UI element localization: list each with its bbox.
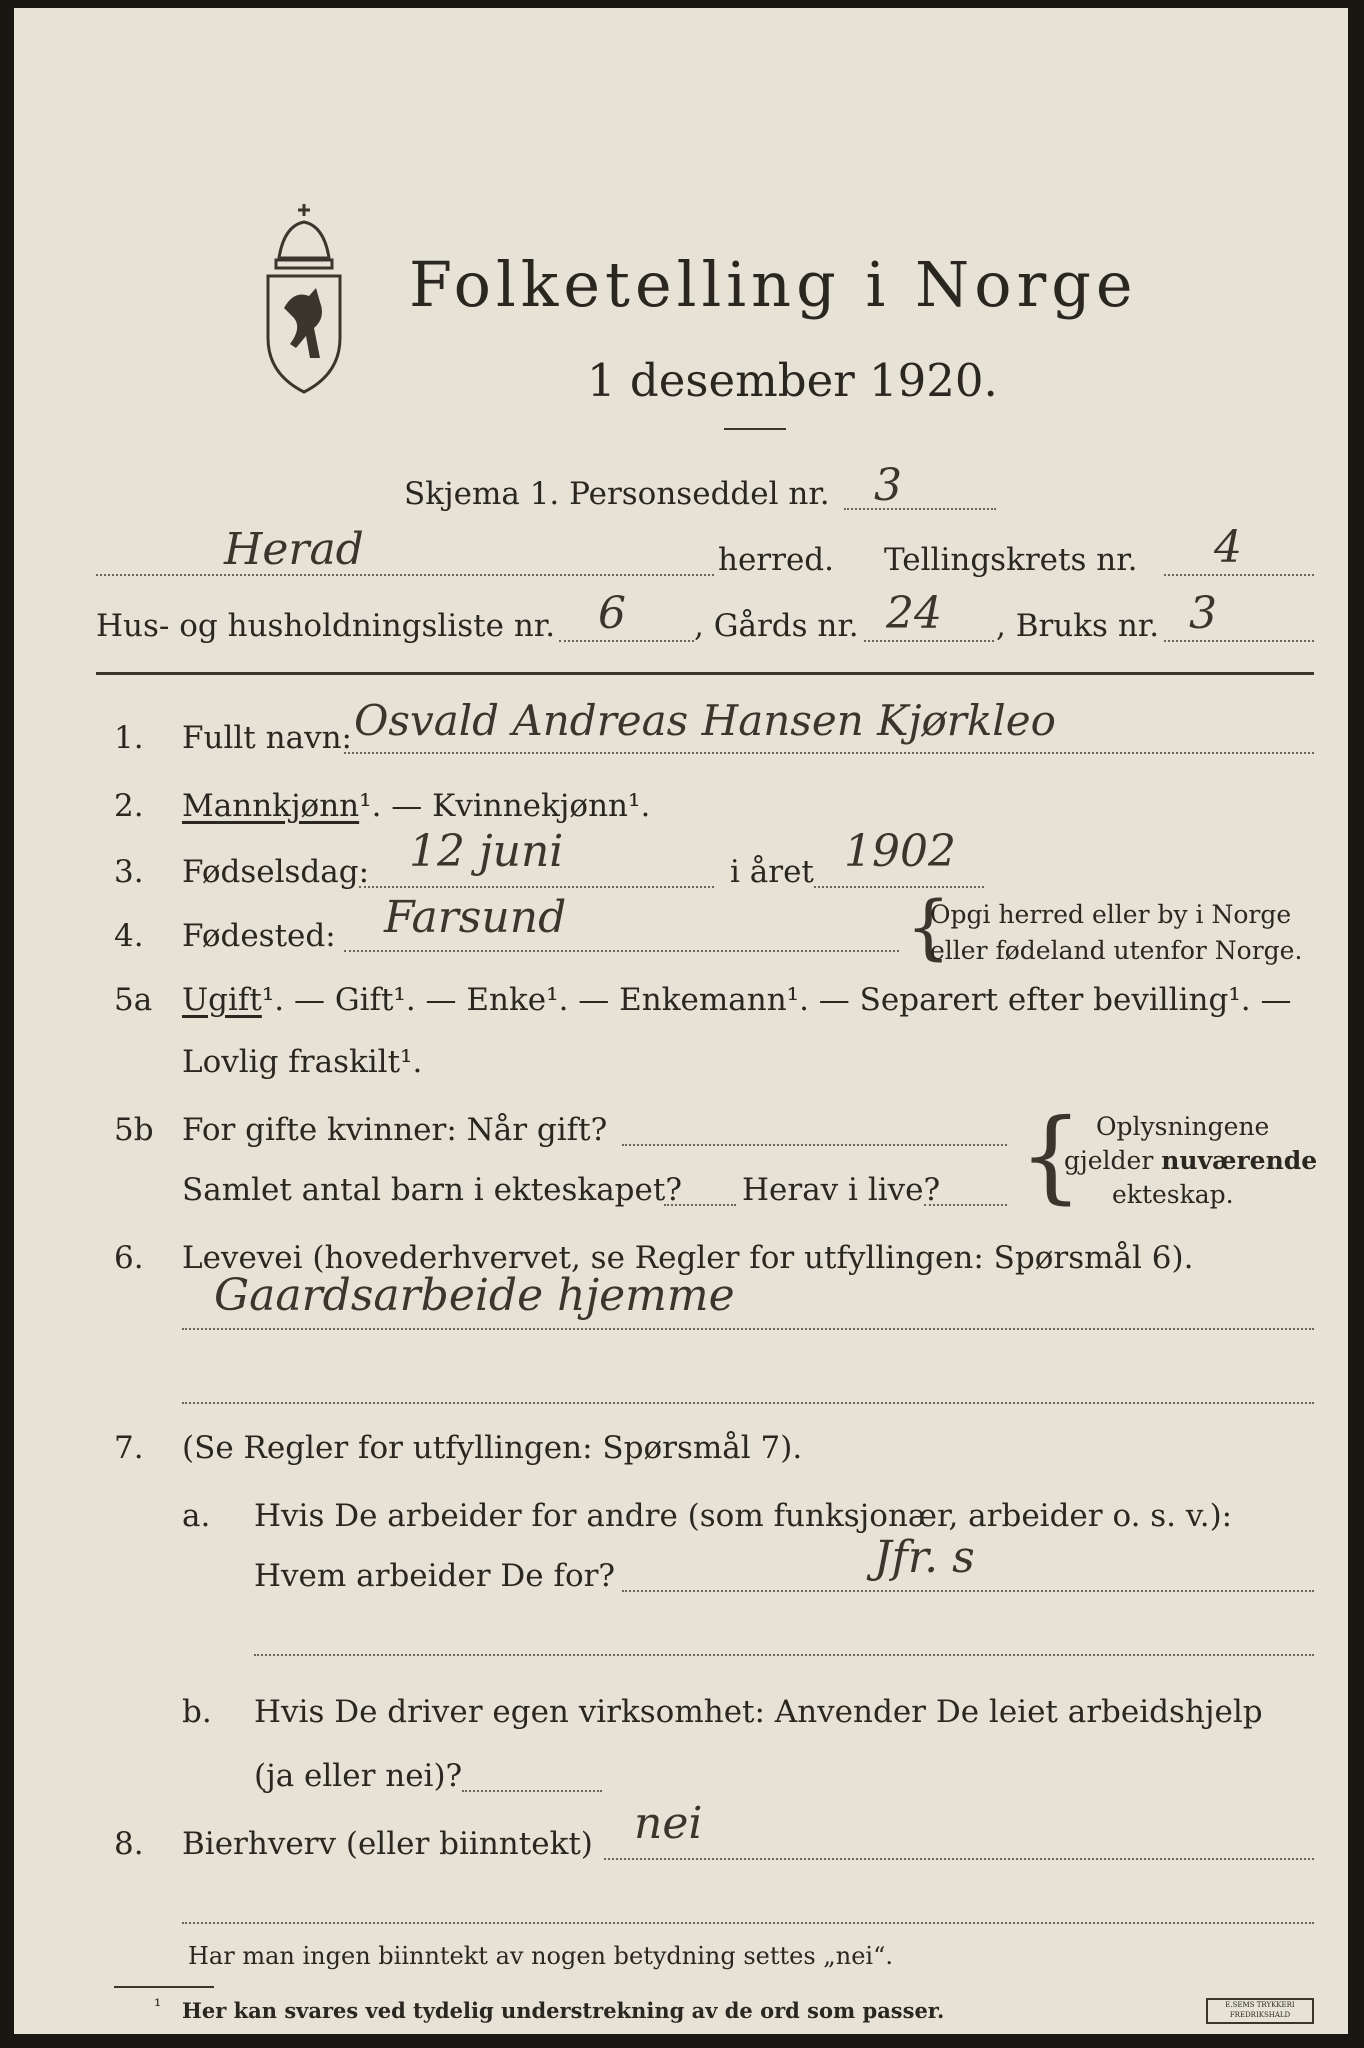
year-label: i året xyxy=(730,854,814,890)
q5b-note-line1: Oplysningene xyxy=(1096,1112,1270,1141)
hired-help-field[interactable] xyxy=(462,1790,602,1792)
birthday-field[interactable] xyxy=(359,886,714,888)
q7a-text: Hvis De arbeider for andre (som funksjonær, arbeider o. s. v.): xyxy=(254,1498,1233,1534)
q4-note-line1: Opgi herred eller by i Norge xyxy=(930,900,1292,929)
q7b-text: Hvis De driver egen virksomhet: Anvender De leiet arbeidshjelp xyxy=(254,1694,1263,1730)
side-income-value: nei xyxy=(634,1798,703,1849)
employer-field[interactable] xyxy=(622,1590,1314,1592)
side-income-field[interactable] xyxy=(604,1858,1314,1860)
birth-year-field[interactable] xyxy=(814,886,984,888)
ugift-option[interactable]: Ugift xyxy=(182,982,262,1018)
q5b-note-line3: ekteskap. xyxy=(1112,1180,1234,1209)
q1-number: 1. xyxy=(114,720,144,756)
q5b-note-current: nuværende xyxy=(1161,1146,1318,1175)
census-date: 1 desember 1920. xyxy=(587,354,998,407)
q2-number: 2. xyxy=(114,788,144,824)
q4-number: 4. xyxy=(114,918,144,954)
personseddel-value: 3 xyxy=(874,460,902,511)
mannkjonn-option[interactable]: Mannkjønn xyxy=(182,788,360,824)
occupation-value: Gaardsarbeide hjemme xyxy=(214,1270,735,1321)
q2-separator: ¹. — xyxy=(359,788,433,824)
q5b-married-label: For gifte kvinner: Når gift? xyxy=(182,1112,608,1148)
q3-number: 3. xyxy=(114,854,144,890)
birthplace-field[interactable] xyxy=(344,950,899,952)
q3-label: Fødselsdag: xyxy=(182,854,370,890)
page-title: Folketelling i Norge xyxy=(409,248,1138,321)
tellingskrets-field[interactable] xyxy=(1164,574,1314,576)
q4-brace: { xyxy=(906,886,951,968)
census-form-sheet xyxy=(14,8,1348,2034)
q8-label: Bierhverv (eller biinntekt) xyxy=(182,1826,593,1862)
q6-label: Levevei (hovederhvervet, se Regler for utfyllingen: Spørsmål 6). xyxy=(182,1240,1194,1276)
side-income-field-line2[interactable] xyxy=(182,1922,1314,1924)
husholdning-field[interactable] xyxy=(559,640,694,642)
husholdning-label: Hus- og husholdningsliste nr. xyxy=(96,608,556,644)
gards-label: , Gårds nr. xyxy=(694,608,859,644)
lovlig-fraskilt-option[interactable]: Lovlig fraskilt¹. xyxy=(182,1044,423,1080)
q5b-note-gjelder: gjelder xyxy=(1064,1146,1162,1175)
q2-line xyxy=(182,788,650,824)
q1-label: Fullt navn: xyxy=(182,720,352,756)
q7b-question: (ja eller nei)? xyxy=(254,1758,463,1794)
q7a-letter: a. xyxy=(182,1498,211,1534)
bruks-value: 3 xyxy=(1189,588,1217,639)
husholdning-value: 6 xyxy=(598,588,626,639)
q7a-question: Hvem arbeider De for? xyxy=(254,1558,616,1594)
printer-stamp: E.SEMS TRYKKERI FREDRIKSHALD xyxy=(1206,1998,1314,2024)
herred-value: Herad xyxy=(224,524,364,575)
bruks-field[interactable] xyxy=(1164,640,1314,642)
occupation-field-line2[interactable] xyxy=(182,1402,1314,1404)
q7-number: 7. xyxy=(114,1430,144,1466)
personseddel-field[interactable] xyxy=(844,508,996,510)
q5b-alive-label: Herav i live? xyxy=(742,1172,941,1208)
q5b-children-label: Samlet antal barn i ekteskapet? xyxy=(182,1172,682,1208)
bruks-label: , Bruks nr. xyxy=(996,608,1160,644)
q5b-number: 5b xyxy=(114,1112,154,1148)
kvinnekjonn-option[interactable]: Kvinnekjønn¹. xyxy=(432,788,651,824)
herred-label: herred. xyxy=(718,542,834,578)
gards-field[interactable] xyxy=(864,640,994,642)
q4-label: Fødested: xyxy=(182,918,336,954)
title-divider xyxy=(724,428,786,430)
header-divider xyxy=(96,672,1314,675)
marital-options[interactable]: ¹. — Gift¹. — Enke¹. — Enkemann¹. — Separert efter bevilling¹. — xyxy=(261,982,1292,1018)
footnote-mark: ¹ xyxy=(154,1996,162,2017)
occupation-field[interactable] xyxy=(182,1328,1314,1330)
q7b-letter: b. xyxy=(182,1694,212,1730)
gards-value: 24 xyxy=(886,588,942,639)
herred-field[interactable] xyxy=(96,574,714,576)
q5b-brace: { xyxy=(1019,1097,1083,1214)
q5a-number: 5a xyxy=(114,982,153,1018)
employer-field-line2[interactable] xyxy=(254,1654,1314,1656)
footnote-text: Her kan svares ved tydelig understrekning av de ord som passer. xyxy=(182,1998,945,2023)
full-name-value: Osvald Andreas Hansen Kjørkleo xyxy=(354,696,1056,745)
children-count-field[interactable] xyxy=(664,1204,736,1206)
q5a-line xyxy=(182,982,1291,1018)
norway-coat-of-arms-icon xyxy=(254,198,354,398)
birthday-value: 12 juni xyxy=(409,826,564,877)
full-name-field[interactable] xyxy=(344,752,1314,754)
footnote-divider xyxy=(114,1986,214,1988)
q5b-note-line2 xyxy=(1064,1146,1317,1175)
tellingskrets-label: Tellingskrets nr. xyxy=(884,542,1138,578)
footer-note: Har man ingen biinntekt av nogen betydning settes „nei“. xyxy=(188,1942,893,1970)
tellingskrets-value: 4 xyxy=(1214,522,1242,573)
children-alive-field[interactable] xyxy=(924,1204,1007,1206)
q8-number: 8. xyxy=(114,1826,144,1862)
q7-label: (Se Regler for utfyllingen: Spørsmål 7). xyxy=(182,1430,803,1466)
q6-number: 6. xyxy=(114,1240,144,1276)
skjema-label: Skjema 1. Personseddel nr. xyxy=(404,476,830,512)
birth-year-value: 1902 xyxy=(844,826,956,877)
married-when-field[interactable] xyxy=(622,1144,1007,1146)
employer-value: Jfr. s xyxy=(874,1532,975,1583)
q4-note-line2: eller fødeland utenfor Norge. xyxy=(930,936,1303,965)
birthplace-value: Farsund xyxy=(384,892,567,943)
